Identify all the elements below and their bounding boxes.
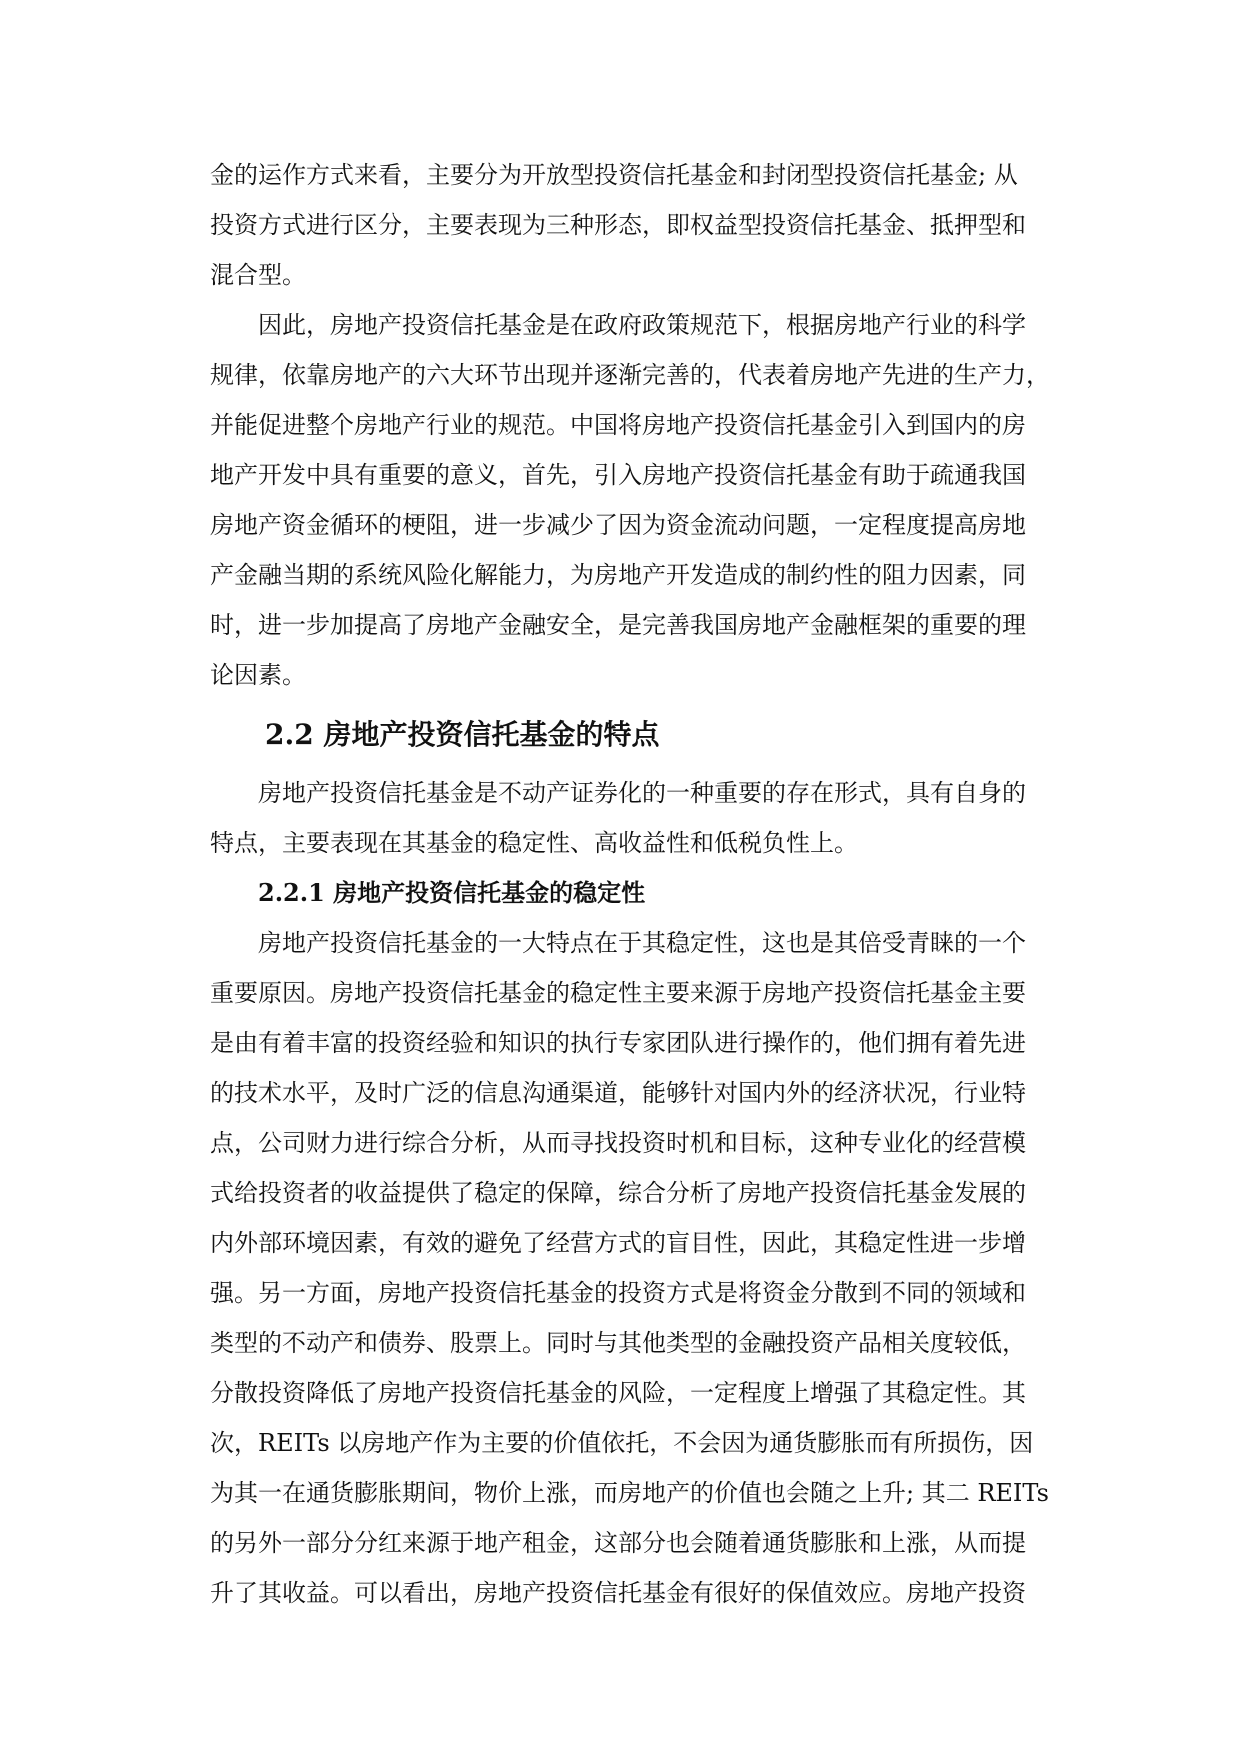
text-line: 房地产投资信托基金是不动产证券化的一种重要的存在形式，具有自身的 — [258, 779, 1026, 807]
text-line: 因此，房地产投资信托基金是在政府政策规范下，根据房地产行业的科学 — [258, 311, 1026, 339]
paragraph-fund-types — [210, 150, 1050, 300]
paragraph-significance — [210, 300, 1050, 700]
text-line: 升了其收益。可以看出，房地产投资信托基金有很好的保值效应。房地产投资 — [210, 1579, 1026, 1607]
paragraph-characteristics — [210, 768, 1050, 868]
text-line: 地产开发中具有重要的意义，首先，引入房地产投资信托基金有助于疏通我国 — [210, 461, 1026, 489]
text-line: 强。另一方面，房地产投资信托基金的投资方式是将资金分散到不同的领域和 — [210, 1279, 1026, 1307]
text-line: 是由有着丰富的投资经验和知识的执行专家团队进行操作的，他们拥有着先进 — [210, 1029, 1026, 1057]
text-line: 内外部环境因素，有效的避免了经营方式的盲目性，因此，其稳定性进一步增 — [210, 1229, 1026, 1257]
text-line: 论因素。 — [210, 661, 306, 689]
text-line: 类型的不动产和债券、股票上。同时与其他类型的金融投资产品相关度较低， — [210, 1329, 1026, 1357]
text-line: 投资方式进行区分，主要表现为三种形态，即权益型投资信托基金、抵押型和 — [210, 211, 1026, 239]
paragraph-stability — [210, 918, 1050, 1618]
text-line: 金的运作方式来看，主要分为开放型投资信托基金和封闭型投资信托基金; 从 — [210, 161, 1018, 189]
text-line: 产金融当期的系统风险化解能力，为房地产开发造成的制约性的阻力因素，同 — [210, 561, 1026, 589]
text-line: 的另外一部分分红来源于地产租金，这部分也会随着通货膨胀和上涨，从而提 — [210, 1529, 1026, 1557]
document-body — [210, 150, 1050, 1618]
text-line: 为其一在通货膨胀期间，物价上涨，而房地产的价值也会随之上升; 其二 REITs — [210, 1479, 1049, 1507]
text-line: 式给投资者的收益提供了稳定的保障，综合分析了房地产投资信托基金发展的 — [210, 1179, 1026, 1207]
text-line: 房地产投资信托基金的一大特点在于其稳定性，这也是其倍受青睐的一个 — [258, 929, 1026, 957]
text-line: 特点，主要表现在其基金的稳定性、高收益性和低税负性上。 — [210, 829, 858, 857]
text-line: 房地产资金循环的梗阻，进一步减少了因为资金流动问题，一定程度提高房地 — [210, 511, 1026, 539]
section-heading-2-2-1: 2.2.1 房地产投资信托基金的稳定性 — [258, 878, 646, 907]
text-line: 重要原因。房地产投资信托基金的稳定性主要来源于房地产投资信托基金主要 — [210, 979, 1026, 1007]
text-line: 的技术水平，及时广泛的信息沟通渠道，能够针对国内外的经济状况，行业特 — [210, 1079, 1026, 1107]
text-line: 混合型。 — [210, 261, 306, 289]
text-line: 点，公司财力进行综合分析，从而寻找投资时机和目标，这种专业化的经营模 — [210, 1129, 1026, 1157]
text-line: 次，REITs 以房地产作为主要的价值依托，不会因为通货膨胀而有所损伤，因 — [210, 1429, 1034, 1457]
section-heading-2-2: 2.2 房地产投资信托基金的特点 — [265, 718, 660, 751]
text-line: 规律，依靠房地产的六大环节出现并逐渐完善的，代表着房地产先进的生产力， — [210, 361, 1050, 389]
text-line: 并能促进整个房地产行业的规范。中国将房地产投资信托基金引入到国内的房 — [210, 411, 1026, 439]
text-line: 分散投资降低了房地产投资信托基金的风险，一定程度上增强了其稳定性。其 — [210, 1379, 1026, 1407]
text-line: 时，进一步加提高了房地产金融安全，是完善我国房地产金融框架的重要的理 — [210, 611, 1026, 639]
